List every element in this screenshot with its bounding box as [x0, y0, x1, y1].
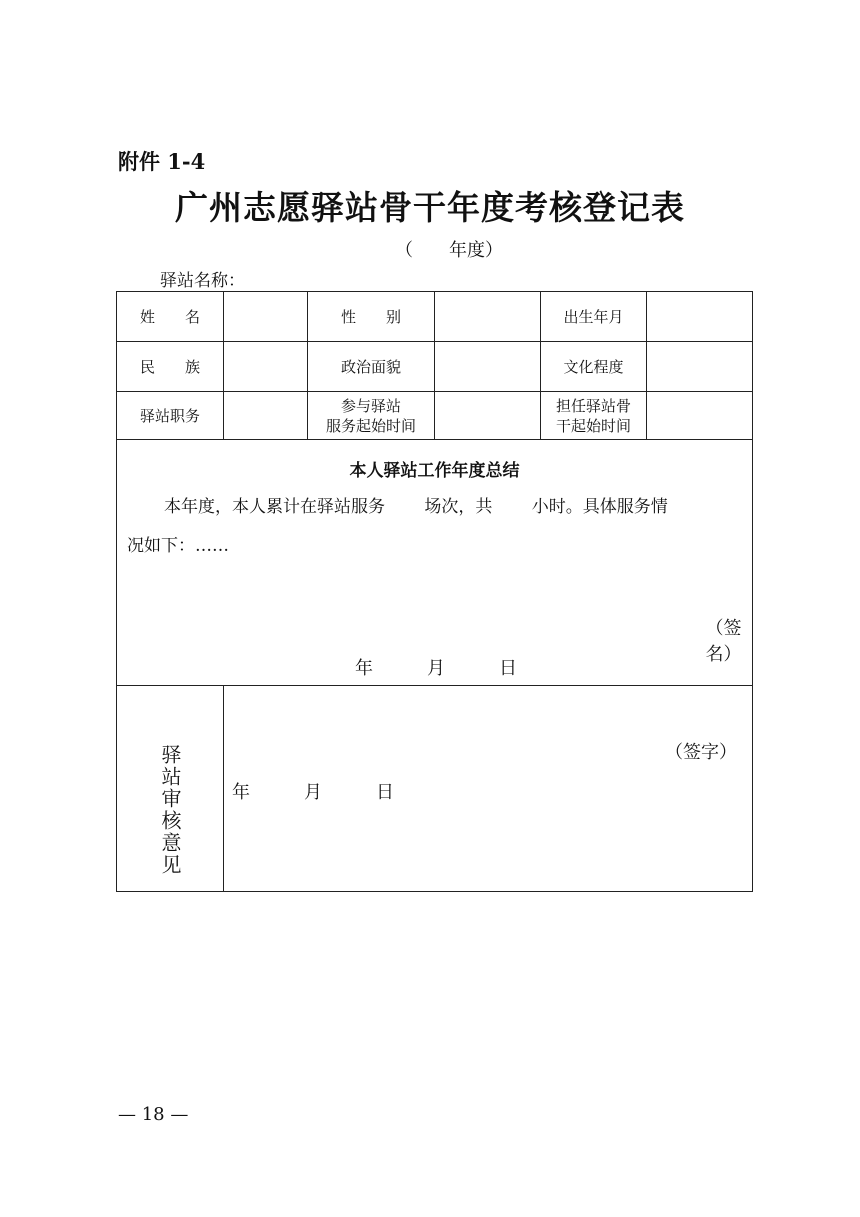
ethnic-field[interactable]: [224, 342, 308, 392]
page-title: 广州志愿驿站骨干年度考核登记表: [175, 188, 685, 227]
review-date: 年 月 日: [232, 782, 394, 803]
table-row: [117, 440, 753, 686]
position-field[interactable]: [224, 392, 308, 440]
review-signature-label: （签字）: [665, 742, 737, 763]
political-label: 政治面貌: [308, 342, 435, 392]
table-row: [117, 392, 753, 440]
summary-title: 本人驿站工作年度总结: [349, 461, 520, 481]
birth-field[interactable]: [647, 292, 753, 342]
table-row: [117, 342, 753, 392]
backbone-time-field[interactable]: [647, 392, 753, 440]
education-field[interactable]: [647, 342, 753, 392]
join-time-label-line2: 服务起始时间: [325, 416, 416, 435]
birth-label: 出生年月: [541, 292, 647, 342]
join-time-field[interactable]: [435, 392, 541, 440]
name-label: 姓 名: [117, 292, 224, 342]
ethnic-label: 民 族: [117, 342, 224, 392]
gender-field[interactable]: [435, 292, 541, 342]
review-section[interactable]: [224, 686, 753, 892]
summary-text-line2: 况如下：……: [127, 536, 229, 556]
review-label: [117, 686, 224, 892]
education-label: 文化程度: [541, 342, 647, 392]
backbone-time-label: [541, 392, 647, 440]
name-field[interactable]: [224, 292, 308, 342]
attachment-label: 附件 1-4: [118, 149, 206, 174]
backbone-time-label-line1: 担任驿站骨: [555, 396, 631, 415]
political-field[interactable]: [435, 342, 541, 392]
year-line: （ 年度）: [395, 240, 503, 261]
page-number: — 18 —: [118, 1104, 189, 1125]
summary-date: 年 月 日: [355, 658, 517, 679]
station-name-label: 驿站名称：: [160, 271, 245, 291]
table-row: [117, 686, 753, 892]
join-time-label: [308, 392, 435, 440]
registration-table: [116, 291, 753, 892]
review-label-text: 驿站审核意见: [158, 744, 182, 876]
table-row: [117, 292, 753, 342]
summary-signature-label: （签名）: [705, 618, 742, 665]
summary-text-line1: 本年度，本人累计在驿站服务 场次，共 小时。具体服务情: [164, 497, 668, 517]
backbone-time-label-line2: 干起始时间: [555, 416, 631, 435]
summary-section[interactable]: [117, 440, 753, 686]
gender-label: 性 别: [308, 292, 435, 342]
join-time-label-line1: 参与驿站: [340, 396, 401, 415]
position-label: 驿站职务: [117, 392, 224, 440]
